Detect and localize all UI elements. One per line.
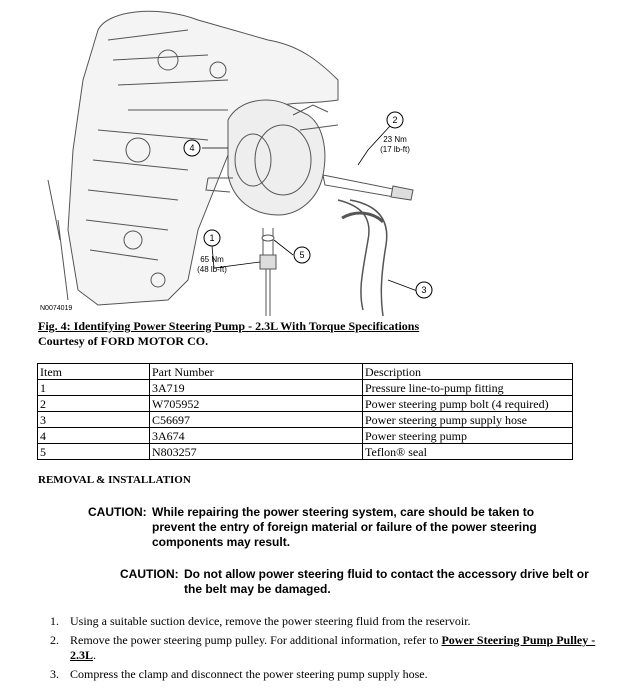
cell-part-number: N803257 (150, 444, 363, 460)
cell-part-number: 3A674 (150, 428, 363, 444)
callout-4-label: 4 (189, 143, 195, 153)
table-header-row (38, 364, 573, 380)
caution-2 (120, 567, 600, 599)
cell-part-number: 3A719 (150, 380, 363, 396)
callout-2-label: 2 (392, 115, 398, 125)
step-number: 2. (50, 633, 59, 647)
list-item (38, 614, 598, 629)
cell-description: Power steering pump bolt (4 required) (363, 396, 573, 412)
step-text-end: . (93, 648, 97, 662)
cell-item: 2 (38, 396, 150, 412)
cell-description: Pressure line-to-pump fitting (363, 380, 573, 396)
figure-caption: Fig. 4: Identifying Power Steering Pump - 2.3L With Torque Specifications (38, 319, 420, 333)
section-title: REMOVAL & INSTALLATION (38, 474, 191, 486)
cell-description: Teflon® seal (363, 444, 573, 460)
torque-1-nm: 65 Nm (200, 255, 224, 264)
pump-pulley-link[interactable]: Power Steering Pump Pulley - 2.3L (70, 633, 596, 662)
header-description: Description (363, 364, 573, 380)
cell-item: 1 (38, 380, 150, 396)
cell-description: Power steering pump supply hose (363, 412, 573, 428)
caution-1 (88, 505, 568, 551)
table-row (38, 444, 573, 460)
caution-2-label: CAUTION: (120, 567, 179, 581)
cell-part-number: C56697 (150, 412, 363, 428)
table-row (38, 428, 573, 444)
table-row (38, 396, 573, 412)
figure-credit: Courtesy of FORD MOTOR CO. (38, 334, 209, 348)
step-number: 3. (50, 667, 59, 681)
figure-code: N0074019 (40, 305, 73, 312)
callout-1-label: 1 (209, 233, 215, 243)
list-item (38, 633, 598, 663)
step-text: Remove the power steering pump pulley. For additional information, refer to (70, 633, 442, 647)
cell-part-number: W705952 (150, 396, 363, 412)
torque-1-lbft: (48 lb-ft) (197, 265, 227, 274)
header-item: Item (38, 364, 150, 380)
cell-item: 5 (38, 444, 150, 460)
torque-2-lbft: (17 lb-ft) (380, 145, 410, 154)
caution-1-text: While repairing the power steering system, care should be taken to prevent the entry of foreign material or failure of the power steering components may result. (152, 505, 537, 549)
step-text: Compress the clamp and disconnect the power steering pump supply hose. (70, 667, 428, 681)
table-row (38, 412, 573, 428)
cell-description: Power steering pump (363, 428, 573, 444)
step-text: Using a suitable suction device, remove the power steering fluid from the reservoir. (70, 614, 471, 628)
procedure-steps (38, 614, 598, 686)
table-row (38, 380, 573, 396)
callout-3-label: 3 (421, 285, 427, 295)
callout-5-label: 5 (299, 250, 305, 260)
list-item (38, 667, 598, 682)
torque-2-nm: 23 Nm (383, 135, 407, 144)
cell-item: 4 (38, 428, 150, 444)
cell-item: 3 (38, 412, 150, 428)
caution-2-text: Do not allow power steering fluid to contact the accessory drive belt or the belt may be damaged. (184, 567, 589, 596)
caution-1-label: CAUTION: (88, 505, 147, 519)
power-steering-pump-diagram (38, 0, 438, 318)
parts-table (37, 363, 573, 460)
step-number: 1. (50, 614, 59, 628)
header-part-number: Part Number (150, 364, 363, 380)
